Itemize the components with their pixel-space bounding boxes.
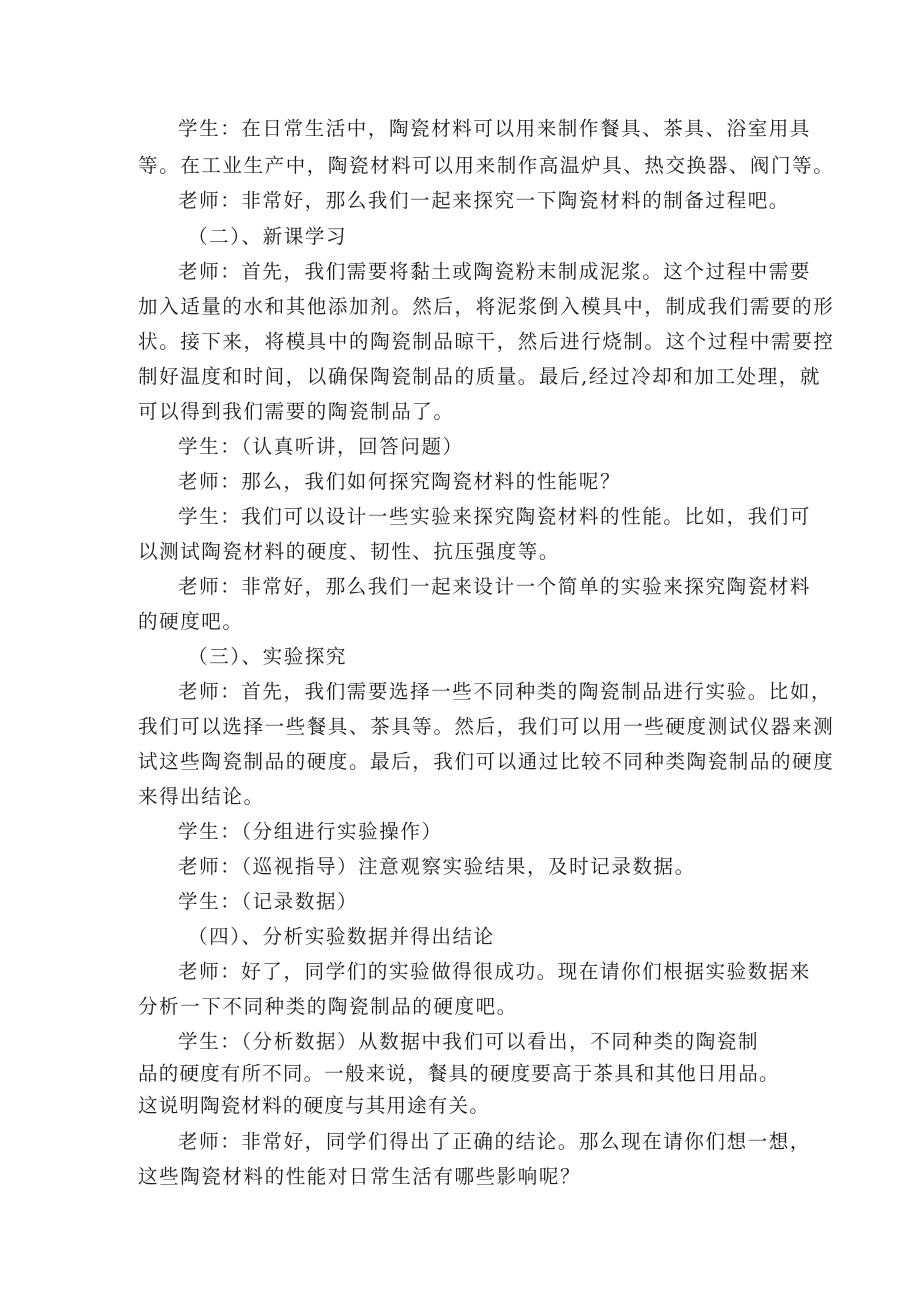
- paragraph-line: 老师：首先，我们需要将黏土或陶瓷粉末制成泥浆。这个过程中需要: [178, 260, 812, 283]
- section-heading: （三）、实验探究: [188, 645, 348, 668]
- paragraph-line: 的硬度吧。: [138, 610, 244, 633]
- paragraph-line: 老师：非常好，那么我们一起来设计一个简单的实验来探究陶瓷材料: [178, 575, 812, 598]
- paragraph-line: 我们可以选择一些餐具、茶具等。然后，我们可以用一些硬度测试仪器来测: [138, 715, 835, 738]
- paragraph-line: 来得出结论。: [138, 785, 265, 808]
- paragraph-line: 加入适量的水和其他添加剂。然后，将泥浆倒入模具中，制成我们需要的形: [138, 295, 835, 318]
- paragraph-line: 学生：（记录数据）: [178, 890, 359, 913]
- paragraph-line: 学生：（分析数据）从数据中我们可以看出，不同种类的陶瓷制: [178, 1030, 760, 1053]
- section-heading: （二）、新课学习: [188, 225, 348, 248]
- paragraph-line: 老师：好了，同学们的实验做得很成功。现在请你们根据实验数据来: [178, 960, 812, 983]
- paragraph-line: 学生：我们可以设计一些实验来探究陶瓷材料的性能。比如，我们可: [178, 505, 812, 528]
- paragraph-line: 老师：（巡视指导）注意观察实验结果，及时记录数据。: [178, 855, 696, 878]
- paragraph-line: 以测试陶瓷材料的硬度、韧性、抗压强度等。: [138, 540, 561, 563]
- paragraph-line: 品的硬度有所不同。一般来说，餐具的硬度要高于茶具和其他日用品。: [138, 1062, 780, 1085]
- paragraph-line: 等。在工业生产中，陶瓷材料可以用来制作高温炉具、热交换器、阀门等。: [138, 154, 835, 177]
- paragraph-line: 老师：非常好，同学们得出了正确的结论。那么现在请你们想一想，: [178, 1130, 812, 1153]
- paragraph-line: 可以得到我们需要的陶瓷制品了。: [138, 400, 455, 423]
- paragraph-line: 学生：（分组进行实验操作）: [178, 820, 443, 843]
- paragraph-line: 这说明陶瓷材料的硬度与其用途有关。: [138, 1094, 490, 1117]
- paragraph-line: 老师：非常好，那么我们一起来探究一下陶瓷材料的制备过程吧。: [178, 189, 790, 212]
- paragraph-line: 试这些陶瓷制品的硬度。最后，我们可以通过比较不同种类陶瓷制品的硬度: [138, 750, 835, 773]
- paragraph-line: 状。接下来，将模具中的陶瓷制品晾干，然后进行烧制。这个过程中需要控: [138, 330, 835, 353]
- section-heading: （四）、分析实验数据并得出结论: [188, 925, 495, 948]
- paragraph-line: 学生：（认真听讲，回答问题）: [178, 435, 464, 458]
- paragraph-line: 学生：在日常生活中，陶瓷材料可以用来制作餐具、茶具、浴室用具: [178, 117, 812, 140]
- paragraph-line: 制好温度和时间，以确保陶瓷制品的质量。最后,经过冷却和加工处理，就: [138, 365, 821, 388]
- paragraph-line: 这些陶瓷材料的性能对日常生活有哪些影响呢？: [138, 1165, 582, 1188]
- paragraph-line: 老师：首先，我们需要选择一些不同种类的陶瓷制品进行实验。比如，: [178, 680, 833, 703]
- paragraph-line: 老师：那么，我们如何探究陶瓷材料的性能呢？: [178, 470, 622, 493]
- paragraph-line: 分析一下不同种类的陶瓷制品的硬度吧。: [138, 995, 518, 1018]
